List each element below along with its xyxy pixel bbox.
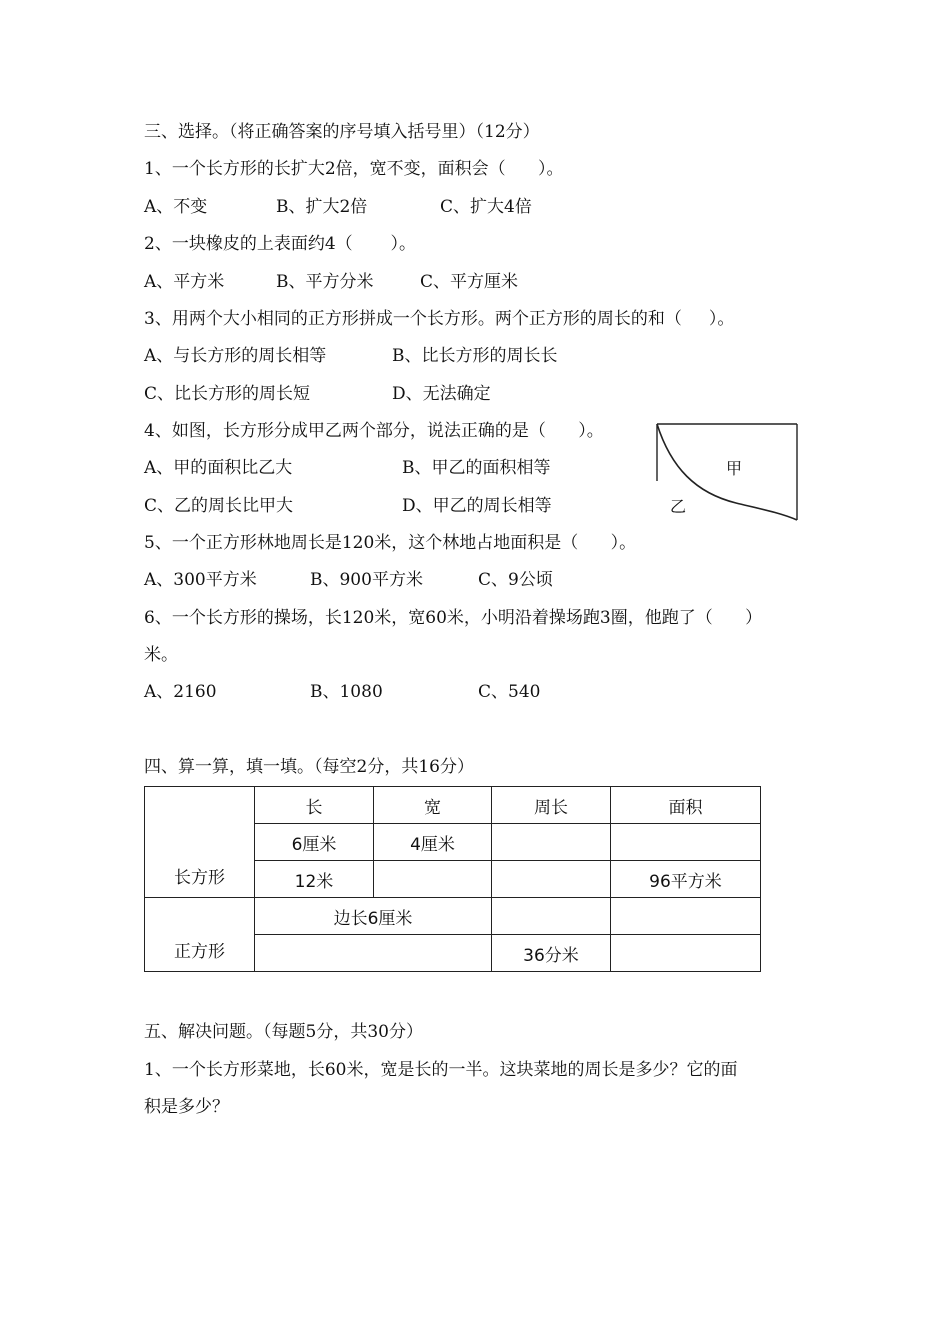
q2-option-b: B、平方分米 (276, 272, 374, 292)
label-yi: 乙 (670, 497, 687, 516)
q1-option-a: A、不变 (144, 197, 208, 217)
q2-option-a: A、平方米 (144, 272, 225, 292)
table-cell: 边长6厘米 (255, 898, 492, 935)
section4-title: 四、算一算，填一填。（每空2分，共16分） (144, 757, 474, 777)
header-perimeter: 周长 (492, 787, 611, 824)
q1-stem: 1、一个长方形的长扩大2倍，宽不变，面积会（ ）。 (144, 159, 564, 179)
q5-option-c: C、9公顷 (478, 570, 553, 590)
table-cell (492, 898, 611, 935)
q3-option-b: B、比长方形的周长长 (392, 346, 558, 366)
s5-q1-line1: 1、一个长方形菜地，长60米，宽是长的一半。这块菜地的周长是多少？它的面 (144, 1060, 738, 1080)
label-jia: 甲 (726, 459, 743, 478)
table-cell (492, 824, 611, 861)
q4-option-a: A、甲的面积比乙大 (144, 458, 293, 478)
q1-option-c: C、扩大4倍 (440, 197, 532, 217)
table-cell: 12米 (255, 861, 374, 898)
s5-q1-line2: 积是多少？ (144, 1097, 229, 1117)
table-cell (374, 861, 492, 898)
q6-option-b: B、1080 (310, 682, 383, 702)
table-cell: 96平方米 (611, 861, 761, 898)
header-length: 长 (255, 787, 374, 824)
table-row (145, 898, 761, 935)
q5-stem: 5、一个正方形林地周长是120米，这个林地占地面积是（ ）。 (144, 533, 637, 553)
q2-stem: 2、一块橡皮的上表面约4（ ）。 (144, 234, 416, 254)
header-width: 宽 (374, 787, 492, 824)
table-cell (611, 898, 761, 935)
q3-option-a: A、与长方形的周长相等 (144, 346, 327, 366)
q6-stem: 6、一个长方形的操场，长120米，宽60米，小明沿着操场跑3圈，他跑了（ ） (144, 608, 763, 628)
q5-option-b: B、900平方米 (310, 570, 423, 590)
table-cell: 36分米 (492, 935, 611, 972)
table-cell (611, 935, 761, 972)
q6-stem-cont: 米。 (144, 645, 178, 665)
section3-title: 三、选择。（将正确答案的序号填入括号里）（12分） (144, 122, 540, 142)
q5-option-a: A、300平方米 (144, 570, 257, 590)
q6-option-a: A、2160 (144, 682, 217, 702)
q2-option-c: C、平方厘米 (420, 272, 519, 292)
q3-stem: 3、用两个大小相同的正方形拼成一个长方形。两个正方形的周长的和（ ）。 (144, 309, 735, 329)
q4-option-b: B、甲乙的面积相等 (402, 458, 551, 478)
table-cell: 4厘米 (374, 824, 492, 861)
section5-title: 五、解决问题。（每题5分，共30分） (144, 1022, 423, 1042)
q4-option-d: D、甲乙的周长相等 (402, 496, 552, 516)
table-cell (611, 824, 761, 861)
q4-option-c: C、乙的周长比甲大 (144, 496, 294, 516)
table-header-row (145, 787, 761, 824)
square-label: 正方形 (145, 898, 255, 972)
table-cell: 6厘米 (255, 824, 374, 861)
q4-figure (656, 423, 798, 521)
header-area: 面积 (611, 787, 761, 824)
q3-option-c: C、比长方形的周长短 (144, 384, 311, 404)
q4-stem: 4、如图，长方形分成甲乙两个部分，说法正确的是（ ）。 (144, 421, 604, 441)
q6-option-c: C、540 (478, 682, 541, 702)
fill-table (144, 786, 761, 972)
q1-option-b: B、扩大2倍 (276, 197, 368, 217)
table-cell (255, 935, 492, 972)
table-cell (492, 861, 611, 898)
rect-label: 长方形 (145, 787, 255, 898)
q3-option-d: D、无法确定 (392, 384, 491, 404)
